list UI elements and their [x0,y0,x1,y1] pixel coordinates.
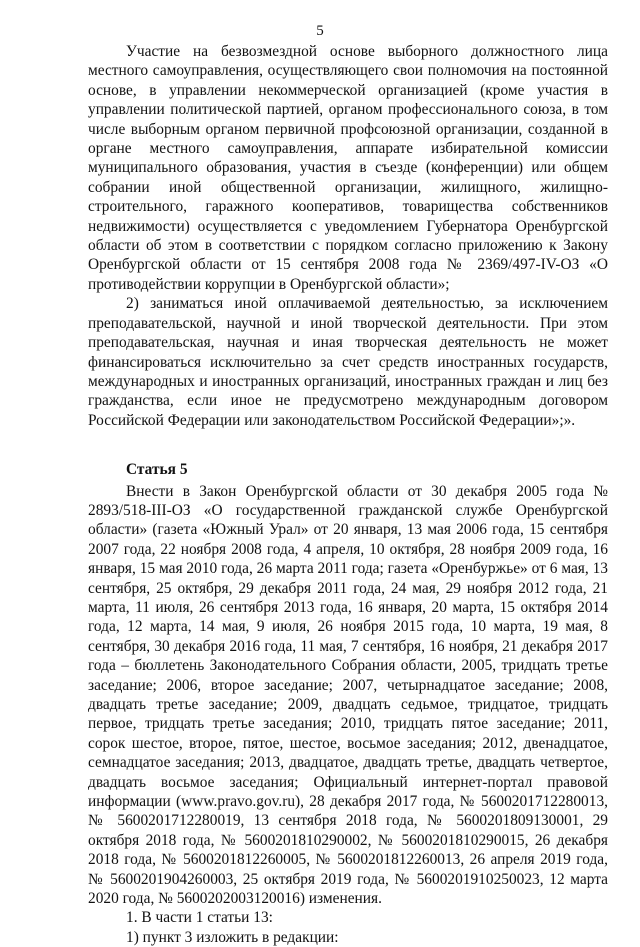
paragraph-paid-activity: 2) заниматься иной оплачиваемой деятельностью, за исключением преподавательской, научной и иной творческой деятельности. При этом преподавательская, научная и иная творческая деятельность не может финансироваться исключительно за счет средств иностранных государств, международных и иностранных организаций, иностранных граждан и лиц без гражданства, если иное не предусмотрено международным договором Российской Федерации или законодательством Российской Федерации»;». [88,295,608,429]
page-number: 5 [316,23,324,39]
list-item-part: 1. В части 1 статьи 13: [126,909,273,927]
list-item-point: 1) пункт 3 изложить в редакции: [126,928,339,946]
document-body [88,42,608,947]
paragraph-participation: Участие на безвозмездной основе выборного должностного лица местного самоуправления, осуществляющего свои полномочия на постоянной основе, в управлении некоммерческой организацией (кроме участия в управлении политической партией, органом профессионального союза, в том числе выборным органом первичной профсоюзной организации, созданной в органе местного самоуправления, аппарате избирательной комиссии муниципального образования, участия в съезде (конференции) или общем собрании иной общественной организации, жилищного, жилищно-строительного, гаражного кооперативов, товарищества собственников недвижимости) осуществляется с уведомлением Губернатора Оренбургской области об этом в соответствии с порядком согласно приложению к Закону Оренбургской области от 15 сентября 2008 года № 2369/497-IV-ОЗ «О противодействии коррупции в Оренбургской области»; [88,43,608,293]
article-heading: Статья 5 [126,461,188,479]
article-text: Внести в Закон Оренбургской области от 30 декабря 2005 года № 2893/518-III-ОЗ «О государственной гражданской службе Оренбургской области» (газета «Южный Урал» от 20 января, 13 мая 2006 года, 15 сентября 2007 года, 22 ноября 2008 года, 4 апреля, 10 октября, 28 ноября 2009 года, 16 января, 15 мая 2010 года, 26 марта 2011 года; газета «Оренбуржье» от 6 мая, 13 сентября, 25 октября, 29 декабря 2011 года, 24 мая, 29 ноября 2012 года, 21 марта, 11 июля, 26 сентября 2013 года, 16 января, 20 марта, 15 октября 2014 года, 12 марта, 14 мая, 9 июля, 26 ноября 2015 года, 10 марта, 19 мая, 8 сентября, 30 декабря 2016 года, 11 мая, 7 сентября, 16 ноября, 21 декабря 2017 года – бюллетень Законодательного Собрания области, 2005, тридцать третье заседание; 2006, второе заседание; 2007, четырнадцатое заседание; 2008, двадцать третье заседание; 2009, двадцать седьмое, тридцатое, тридцать первое, тридцать третье заседания; 2010, тридцать пятое заседание; 2011, сорок шестое, второе, пятое, шестое, восьмое заседания; 2012, двенадцатое, семнадцатое заседания; 2013, двадцатое, двадцать третье, двадцать четвертое, двадцать восьмое заседания; Официальный интернет-портал правовой информации (www.pravo.gov.ru), 28 декабря 2017 года, № 5600201712280013, № 5600201712280019, 13 сентября 2018 года, № 5600201809130001, 29 октября 2018 года, № 5600201810290002, № 5600201810290015, 26 декабря 2018 года, № 5600201812260005, № 5600201812260013, 26 апреля 2019 года, № 5600201904260003, 25 октября 2019 года, № 5600201910250023, 12 марта 2020 года, № 5600202003120016) изменения. [88,482,608,908]
